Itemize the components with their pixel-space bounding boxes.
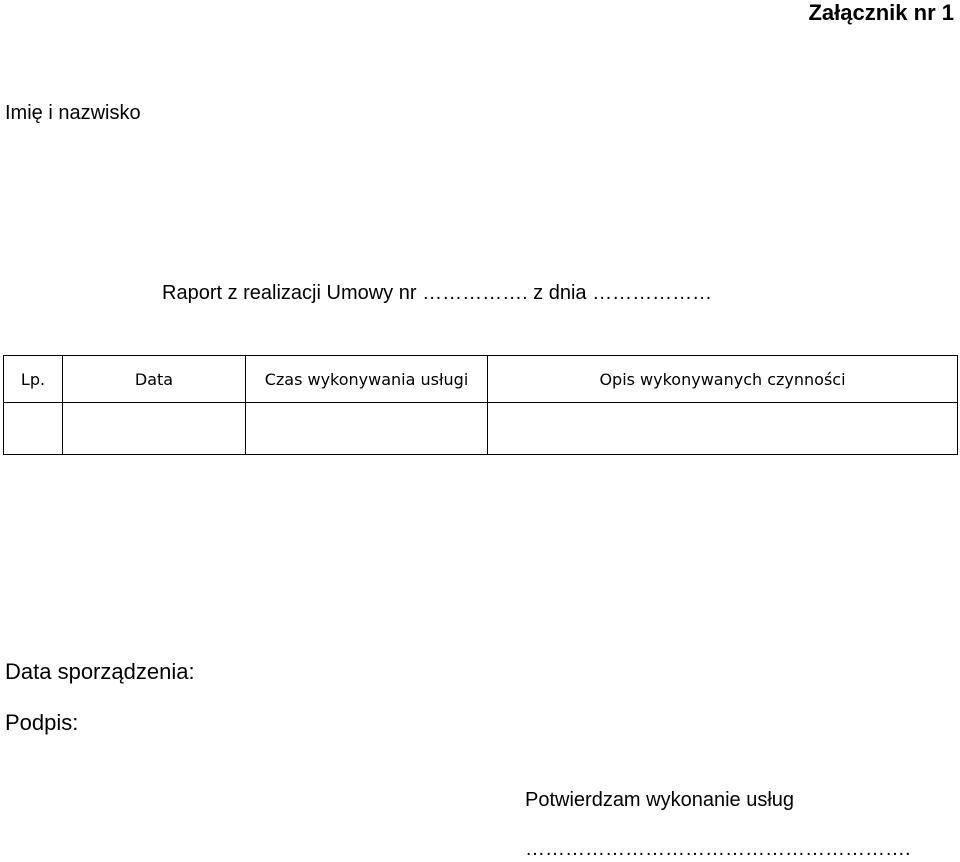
activity-table xyxy=(3,355,958,455)
confirmation-label: Potwierdzam wykonanie usług xyxy=(525,789,795,811)
name-label: Imię i nazwisko xyxy=(5,102,141,124)
table-row xyxy=(4,403,958,455)
table-cell-duration[interactable] xyxy=(246,403,488,455)
signature-label: Podpis: xyxy=(5,710,79,735)
attachment-heading: Załącznik nr 1 xyxy=(808,0,954,25)
report-title: Raport z realizacji Umowy nr ……………. z dnia ……………… xyxy=(162,282,713,304)
table-cell-date[interactable] xyxy=(63,403,246,455)
column-header-description: Opis wykonywanych czynności xyxy=(488,356,958,403)
column-header-duration: Czas wykonywania usługi xyxy=(246,356,488,403)
table-cell-description[interactable] xyxy=(488,403,958,455)
column-header-date: Data xyxy=(63,356,246,403)
confirmation-signature-line: …………………………………………………. xyxy=(525,838,911,860)
table-header-row xyxy=(4,356,958,403)
date-label: Data sporządzenia: xyxy=(5,659,195,684)
column-header-lp: Lp. xyxy=(4,356,63,403)
table-cell-lp[interactable] xyxy=(4,403,63,455)
